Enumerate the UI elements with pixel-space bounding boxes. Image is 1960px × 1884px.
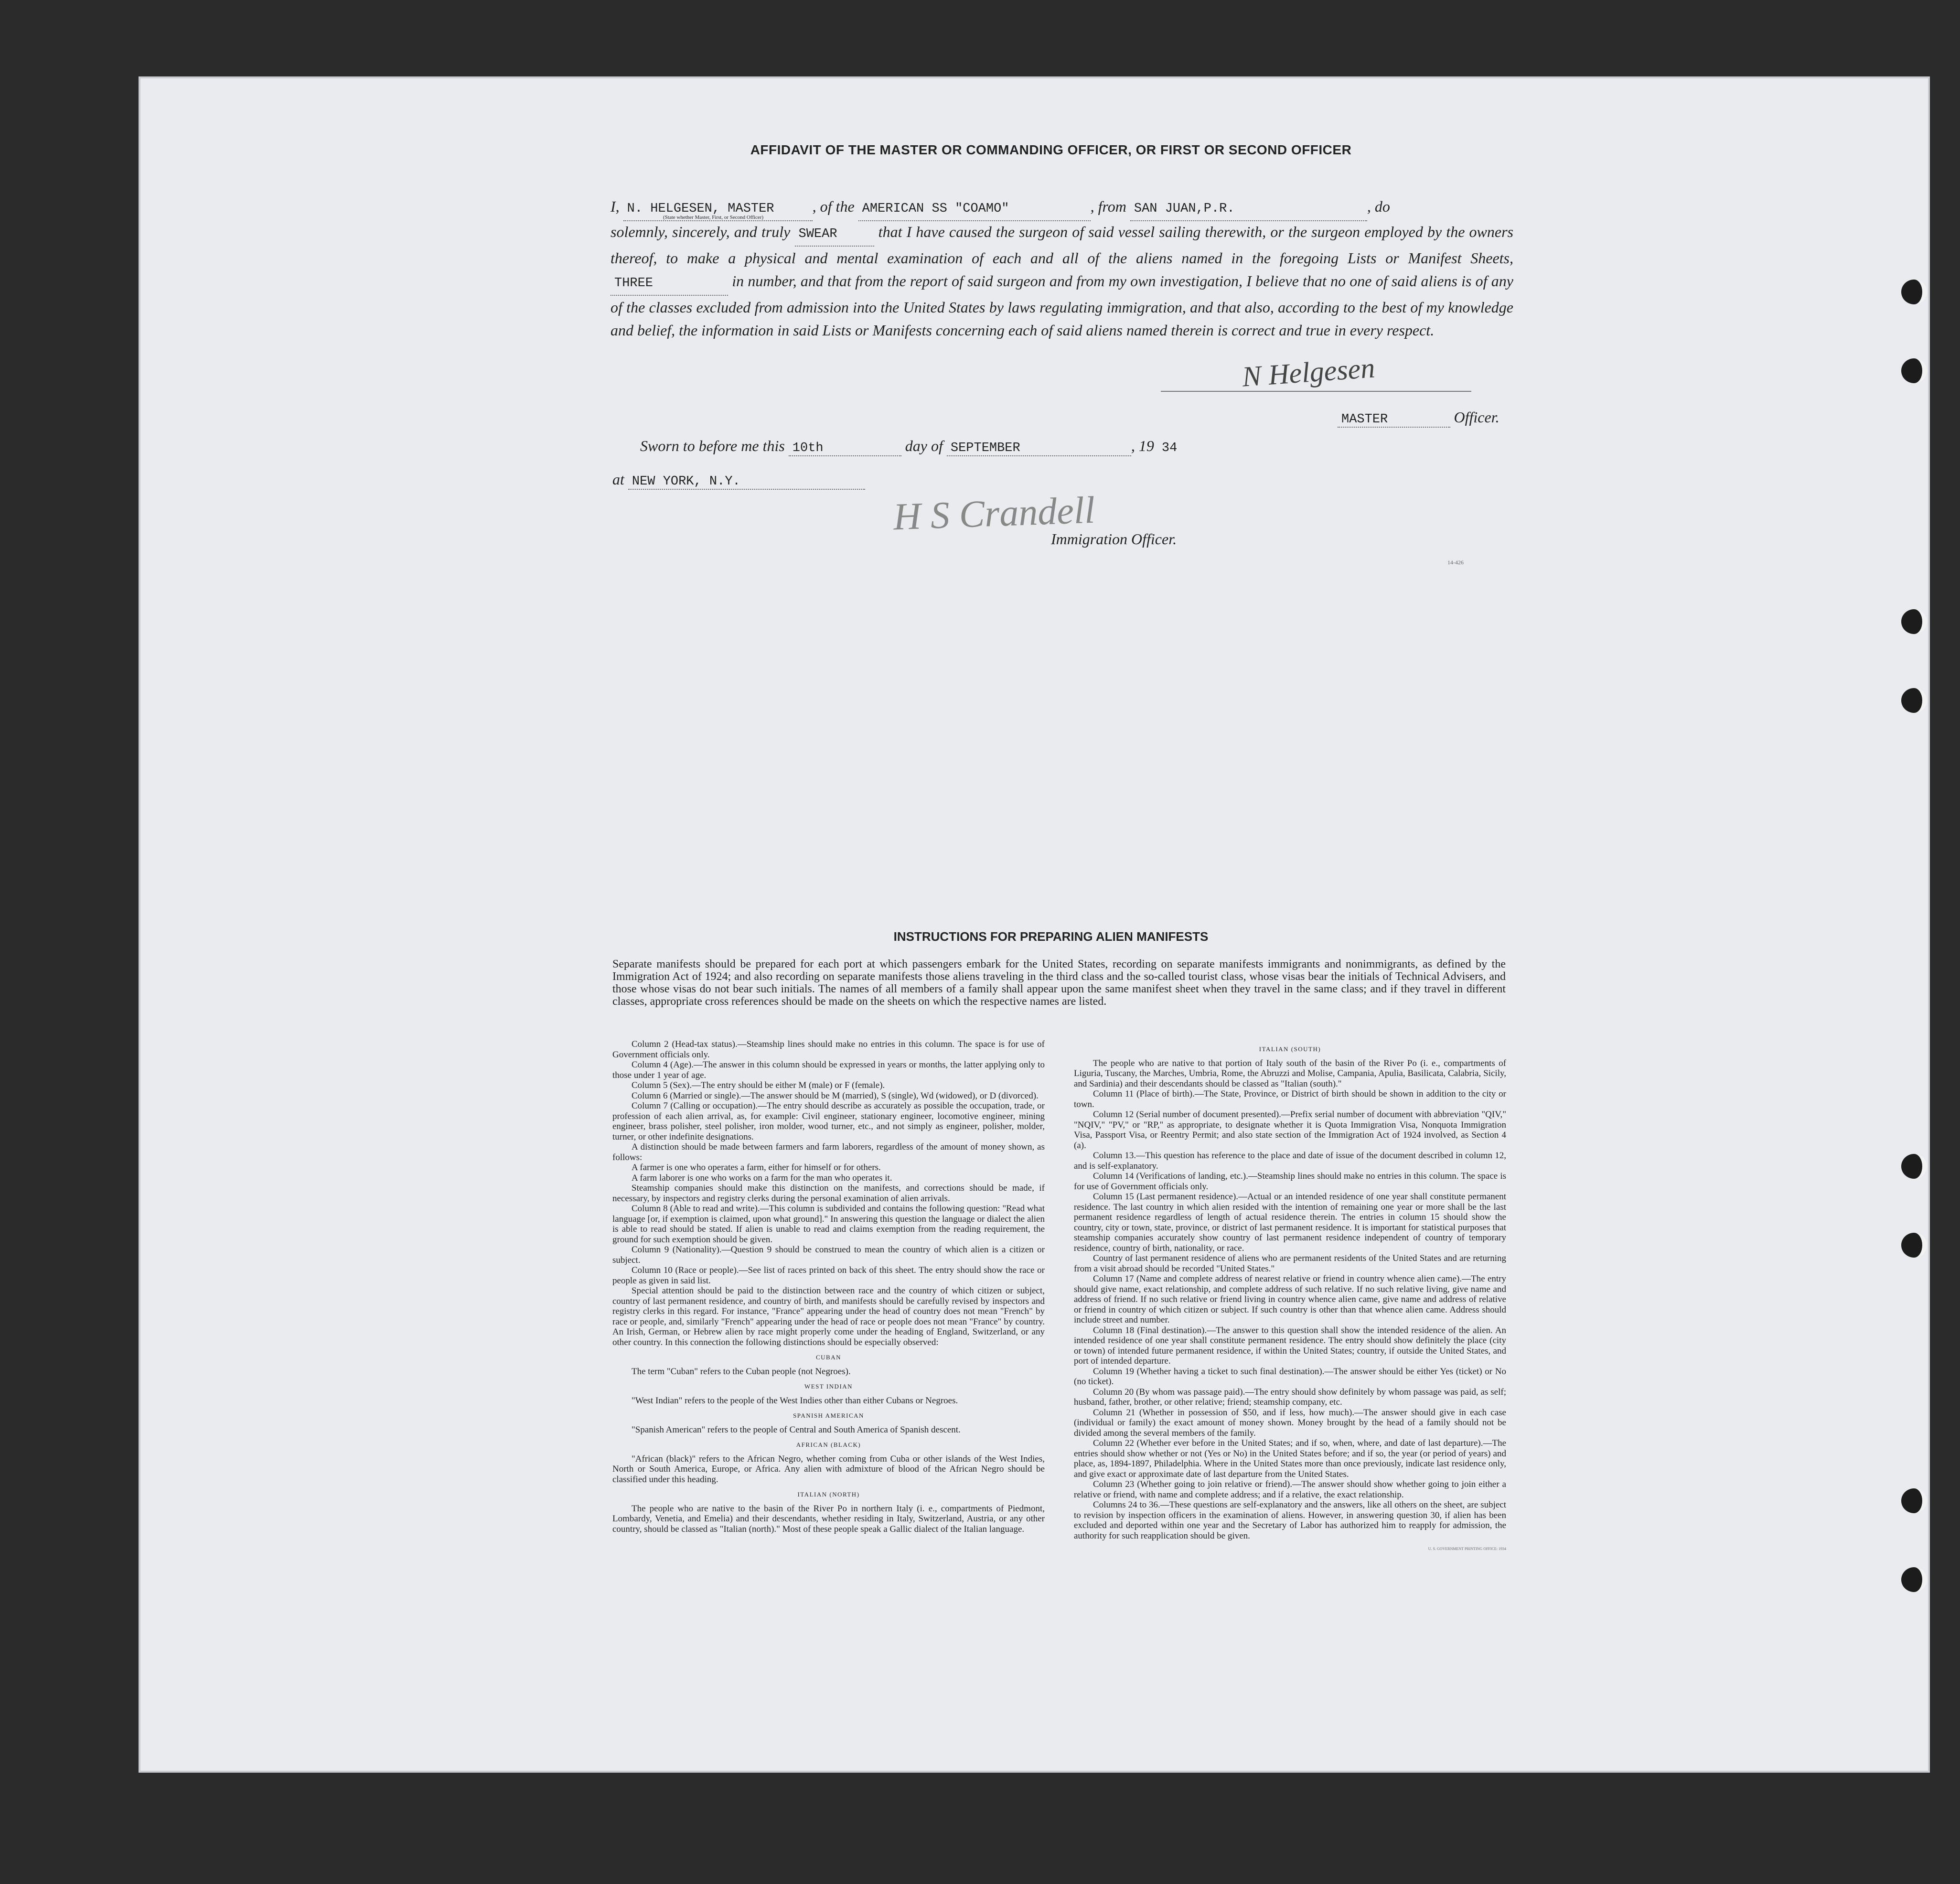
instructions-intro: Separate manifests should be prepared for each port at which passengers embark for the United States, recording on separate manifests immigrants and nonimmigrants, as defined by the Immigration Act of 1924; and also recording on separate manifests those aliens traveling in the third class and the so-called tourist class, whose visas bear the initials of Technical Advisers, and those whose visas do not bear such initials. The names of all members of a family shall appear upon the same manifest sheet when they travel in the same class; and if they travel in different classes, appropriate cross references should be made on the sheets on which the respective names are listed. — [612, 958, 1506, 1008]
sworn-text: day of — [905, 437, 943, 454]
instruction-paragraph: Column 18 (Final destination).—The answer to this question shall show the intended residence of the alien. An intended residence of one year shall constitute permanent residence. The entry should show definitely the place (city or town) of intended future permanent residence, if within the United States; country, if outside the United States, and port of intended departure. — [1074, 1325, 1506, 1366]
section-heading: AFRICAN (BLACK) — [796, 1441, 861, 1448]
printer-imprint: U. S. GOVERNMENT PRINTING OFFICE: 1934 — [1428, 1547, 1506, 1551]
instruction-paragraph: Column 11 (Place of birth).—The State, Province, or District of birth should be shown in addition to the city or town. — [1074, 1089, 1506, 1109]
instruction-paragraph: Column 22 (Whether ever before in the United States; and if so, when, where, and date of last departure).—The entries should show whether or not (Yes or No) in the United States before; and if so, the year (or period of years) and place, as, 1894-1897, Philadelphia. Where in the United States more than once previously, indicate last residence only, and give exact or approximate date of last departure from the United States. — [1074, 1438, 1506, 1479]
instruction-paragraph: The people who are native to the basin of the River Po in northern Italy (i. e., compartments of Piedmont, Lombardy, Venetia, and Emelia) and their descendants, whether residing in Italy, Switzerland, Austria, or any other country, should be classed as "Italian (north)." Most of these people speak a Gallic dialect of the Italian language. — [612, 1503, 1045, 1534]
officer-label: Officer. — [1454, 409, 1499, 426]
immigration-officer-label: Immigration Officer. — [1051, 530, 1177, 548]
instructions-left-column — [612, 1039, 1045, 1534]
instruction-paragraph: "West Indian" refers to the people of the West Indies other than either Cubans or Negroes. — [632, 1395, 958, 1406]
sworn-line — [640, 437, 1194, 456]
officer-field-note: (State whether Master, First, or Second Officer) — [663, 215, 764, 220]
instruction-paragraph: The people who are native to that portion of Italy south of the basin of the River Po (i. e., compartments of Liguria, Tuscany, the Marches, Umbria, Rome, the Abruzzi and Molise, Campania, Apulia, Basilicata, Calabria, Sicily, and Sardinia) and their descendants should be classed as "Italian (south)." — [1074, 1058, 1506, 1089]
punch-hole — [1901, 609, 1927, 634]
manifest-sheet — [139, 76, 1930, 1773]
punch-hole — [1901, 1488, 1927, 1513]
punch-hole — [1901, 280, 1927, 304]
instruction-paragraph: Column 12 (Serial number of document presented).—Prefix serial number of document with abbreviation "QIV," "NQIV," "PV," or "RP," as appropriate, to designate whether it is Quota Immigration Visa, Nonquota Immigration Visa, Passport Visa, or Reentry Permit; and also state section of the Immigration Act of 1924 involved, as Section 4 (a). — [1074, 1109, 1506, 1151]
officer-name-field: N. HELGESEN, MASTER — [623, 197, 813, 221]
sworn-text: Sworn to before me this — [640, 437, 785, 454]
section-heading: WEST INDIAN — [804, 1383, 853, 1390]
punch-hole — [1901, 1154, 1927, 1179]
instruction-paragraph: Column 4 (Age).—The answer in this column should be expressed in years or months, the latter applying only to those under 1 year of age. — [612, 1060, 1045, 1080]
immigration-officer-signature: H S Crandell — [892, 489, 1096, 538]
affidavit-text: in number, and that from the report of said surgeon and from my own investigation, I believe that no one of said aliens is of any of the classes excluded from admission into the United States by laws regulating immigration, and that also, according to the best of my knowledge and belief, the information in said Lists or Manifests concerning each of said aliens named therein is correct and true in every respect. — [610, 272, 1514, 339]
sworn-place-field: NEW YORK, N.Y. — [628, 474, 865, 490]
instruction-paragraph: A farmer is one who operates a farm, either for himself or for others. — [632, 1163, 881, 1173]
affidavit-body — [610, 195, 1513, 342]
instruction-paragraph: Columns 24 to 36.—These questions are self-explanatory and the answers, like all others on the sheet, are subject to revision by inspection officers in the examination of aliens. However, in answering question 30, if alien has been excluded and deported within one year and the Secretary of Labor has authorized him to reapply for admission, the authority for such reapplication should be given. — [1074, 1500, 1506, 1541]
punch-hole — [1901, 1567, 1927, 1592]
instruction-paragraph: Column 20 (By whom was passage paid).—The entry should show definitely by whom passage was paid, as self; husband, father, brother, or other relative; friend; steamship company, etc. — [1074, 1387, 1506, 1407]
affidavit-title: AFFIDAVIT OF THE MASTER OR COMMANDING OFFICER, OR FIRST OR SECOND OFFICER — [750, 142, 1352, 157]
sheet-count-field: THREE — [610, 272, 728, 296]
instruction-paragraph: Column 13.—This question has reference to the place and date of issue of the document described in column 12, and is self-explanatory. — [1074, 1151, 1506, 1171]
punch-hole — [1901, 688, 1927, 713]
instruction-paragraph: The term "Cuban" refers to the Cuban people (not Negroes). — [632, 1366, 851, 1377]
instruction-paragraph: Column 9 (Nationality).—Question 9 should be construed to mean the country of which alien is a citizen or subject. — [612, 1245, 1045, 1265]
instruction-paragraph: Country of last permanent residence of aliens who are permanent residents of the United States and are returning from a visit abroad should be recorded "United States." — [1074, 1253, 1506, 1274]
punch-hole — [1901, 358, 1927, 383]
instruction-paragraph: Column 14 (Verifications of landing, etc.).—Steamship lines should make no entries in this column. The space is for use of Government officials only. — [1074, 1171, 1506, 1192]
instruction-paragraph: "Spanish American" refers to the people of Central and South America of Spanish descent. — [632, 1424, 961, 1435]
instruction-paragraph: Column 7 (Calling or occupation).—The entry should describe as accurately as possible the occupation, trade, or profession of each alien arrival, as, for example: Civil engineer, stationary engineer, locomotive engineer, mining engineer, brass polisher, steel polisher, iron molder, wood turner, etc., and not simply as engineer, polisher, molder, turner, or other indefinite designations. — [612, 1101, 1045, 1142]
affidavit-text: I, — [610, 198, 620, 215]
ship-name-field: AMERICAN SS "COAMO" — [858, 197, 1091, 221]
master-signature: N Helgesen — [1241, 352, 1376, 393]
oath-field: SWEAR — [795, 223, 874, 247]
instruction-paragraph: A farm laborer is one who works on a farm for the man who operates it. — [632, 1173, 892, 1183]
sworn-month-field: SEPTEMBER — [947, 441, 1131, 456]
form-number: 14-426 — [1447, 559, 1464, 566]
section-heading: CUBAN — [815, 1354, 841, 1361]
at-label: at — [612, 471, 624, 488]
affidavit-text: , from — [1090, 198, 1126, 215]
affidavit-text: , do — [1367, 198, 1390, 215]
instruction-paragraph: Special attention should be paid to the distinction between race and the country of which citizen or subject, country of last permanent residence, and country of birth, and manifests should be carefully revised by inspectors and registry clerks in this regard. For instance, "France" appearing under the head of country does not mean "French" by race or people, and, similarly "French" appearing under the head of race or people does not mean "France" by country. An Irish, German, or Hebrew alien by race might properly come under the heading of England, Switzerland, or any other country. In this connection the following distinctions should be especially observed: — [612, 1286, 1045, 1347]
officer-rank-line — [1338, 409, 1624, 428]
instructions-title: INSTRUCTIONS FOR PREPARING ALIEN MANIFESTS — [893, 929, 1209, 944]
instruction-paragraph: Column 23 (Whether going to join relative or friend).—The answer should show whether going to join either a relative or friend, with name and complete address; and if a relative, the exact relationship. — [1074, 1479, 1506, 1500]
instruction-paragraph: "African (black)" refers to the African Negro, whether coming from Cuba or other islands of the West Indies, North or South America, Europe, or Africa. Any alien with admixture of blood of the African Negro should be classified under this heading. — [612, 1453, 1045, 1485]
officer-rank-field: MASTER — [1338, 412, 1450, 428]
punch-hole — [1901, 1233, 1927, 1258]
signature-line — [1161, 391, 1471, 392]
instruction-paragraph: Column 6 (Married or single).—The answer should be M (married), S (single), Wd (widowed), or D (divorced). — [632, 1090, 1039, 1101]
instruction-paragraph: A distinction should be made between farmers and farm laborers, regardless of the amount of money shown, as follows: — [612, 1142, 1045, 1163]
section-heading: ITALIAN (NORTH) — [797, 1491, 860, 1498]
sworn-day-field: 10th — [789, 441, 901, 456]
instruction-paragraph: Column 15 (Last permanent residence).—Actual or an intended residence of one year shall constitute permanent residence. The last country in which alien resided with the intention of remaining one year or more shall be the last permanent residence regardless of length of actual residence therein. The entries in column 15 should show the country, city or town, state, province, or district of last permanent residence. It is important for statistical purposes that steamship companies accurately show country of last permanent residence independent of country of temporary residence, country of birth, nationality, or race. — [1074, 1192, 1506, 1253]
instruction-paragraph: Column 10 (Race or people).—See list of races printed on back of this sheet. The entry should show the race or people as given in said list. — [612, 1265, 1045, 1286]
affidavit-text: , of the — [812, 198, 855, 215]
section-heading: SPANISH AMERICAN — [793, 1412, 864, 1419]
affidavit-text: solemnly, sincerely, and truly — [610, 223, 791, 240]
section-heading: ITALIAN (SOUTH) — [1259, 1045, 1321, 1053]
instruction-paragraph: Column 2 (Head-tax status).—Steamship lines should make no entries in this column. The space is for use of Government officials only. — [612, 1039, 1045, 1060]
sworn-text: , 19 — [1131, 437, 1154, 454]
instruction-paragraph: Column 8 (Able to read and write).—This column is subdivided and contains the following question: "Read what language [or, if exemption is claimed, upon what ground]." In answering this question the language or dialect the alien is able to read should be stated. If alien is unable to read and claims exemption from the reading requirement, the ground for such exemption should be given. — [612, 1204, 1045, 1245]
instruction-paragraph: Column 17 (Name and complete address of nearest relative or friend in country whence alien came).—The entry should give name, exact relationship, and complete address of such relative. If no such relative living, give name and address of friend. If no such relative or friend living in country whence alien came, give name and address of relative or friend in country of which citizen or subject. If such country is other than that whence alien came. Address should include street and number. — [1074, 1274, 1506, 1325]
affidavit-text: that I have caused the surgeon of said vessel sailing therewith, or the surgeon employed by the owners thereof, to make a physical and mental examination of each and all of the aliens named in the foregoing Lists or Manifest Sheets, — [610, 223, 1514, 267]
instruction-paragraph: Column 21 (Whether in possession of $50, and if less, how much).—The answer should give in each case (individual or family) the exact amount of money shown. Money brought by the head of a family should not be divided among the several members of the family. — [1074, 1407, 1506, 1438]
departure-port-field: SAN JUAN,P.R. — [1130, 197, 1367, 221]
instruction-paragraph: Column 19 (Whether having a ticket to such final destination).—The answer should be either Yes (ticket) or No (no ticket). — [1074, 1366, 1506, 1387]
instructions-right-column — [1074, 1039, 1506, 1554]
instruction-paragraph: Column 5 (Sex).—The entry should be either M (male) or F (female). — [632, 1080, 885, 1090]
instruction-paragraph: Steamship companies should make this distinction on the manifests, and corrections should be made, if necessary, by inspectors and registry clerks during the personal examination of alien arrivals. — [612, 1183, 1045, 1204]
sworn-year-field: 34 — [1161, 441, 1178, 455]
place-line — [612, 471, 865, 490]
